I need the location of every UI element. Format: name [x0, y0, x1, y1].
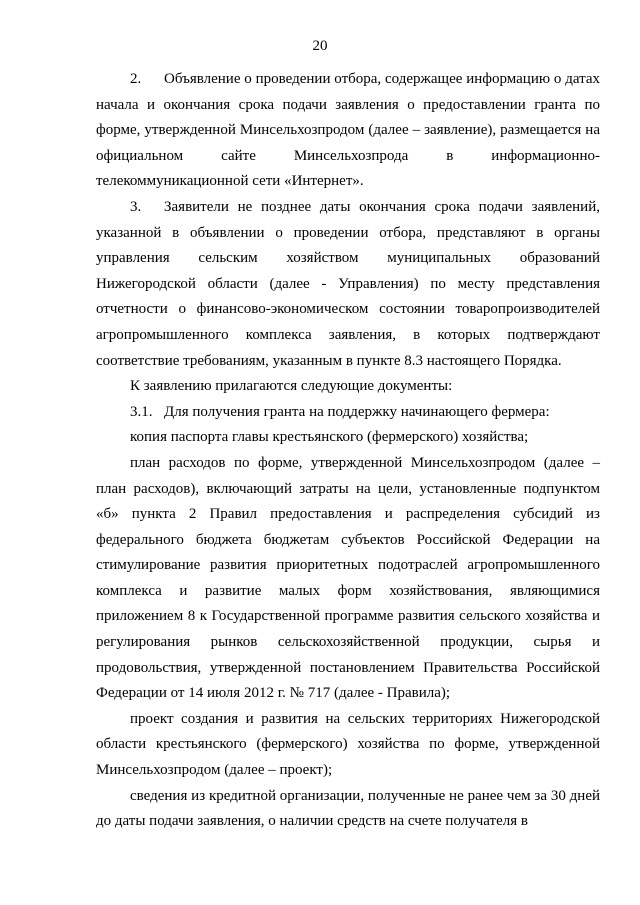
paragraph-expense-plan	[96, 451, 600, 707]
paragraph-text: Объявление о проведении отбора, содержащее информацию о датах начала и окончания срока подачи заявления о предоставлении гранта по форме, утвержденной Минсельхозпродом (далее – заявление), размещается на официальном сайте Минсельхозпрода в информационно-телекоммуникационной сети «Интернет».	[96, 71, 600, 190]
document-body	[96, 67, 600, 835]
paragraph-3-1	[96, 400, 600, 426]
paragraph-text: Заявители не позднее даты окончания срока подачи заявлений, указанной в объявлении о проведении отбора, представляют в органы управления сельским хозяйством муниципальных образований Нижегородской области (далее - Управления) по месту представления отчетности о финансово-экономическом состоянии товаропроизводителей агропромышленного комплекса заявления, в которых подтверждают соответствие требованиям, указанным в пункте 8.3 настоящего Порядка.	[96, 198, 600, 369]
paragraph-text: проект создания и развития на сельских территориях Нижегородской области крестьянского (фермерского) хозяйства по форме, утвержденной Минсельхозпродом (далее – проект);	[96, 710, 600, 779]
paragraph-text: Для получения гранта на поддержку начинающего фермера:	[164, 403, 550, 420]
paragraph-project	[96, 707, 600, 784]
paragraph-2	[96, 67, 600, 195]
paragraph-text: К заявлению прилагаются следующие документы:	[130, 378, 453, 395]
paragraph-text: сведения из кредитной организации, полученные не ранее чем за 30 дней до даты подачи заявления, о наличии средств на счете получателя в	[96, 787, 600, 830]
paragraph-number: 3.	[130, 198, 142, 215]
paragraph-passport-copy	[96, 425, 600, 451]
paragraph-number: 2.	[130, 71, 142, 87]
paragraph-3	[96, 195, 600, 374]
paragraph-number: 3.1.	[130, 403, 153, 420]
paragraph-attachments-intro	[96, 374, 600, 400]
page-number: 20	[312, 38, 328, 54]
paragraph-text: копия паспорта главы крестьянского (фермерского) хозяйства;	[130, 429, 529, 446]
paragraph-text: план расходов по форме, утвержденной Минсельхозпродом (далее – план расходов), включающий затраты на цели, установленные подпунктом «б» пункта 2 Правил предоставления и распределения субсидий из федерального бюджета бюджетам субъектов Российской Федерации на стимулирование развития приоритетных подотраслей агропромышленного комплекса и развитие малых форм хозяйствования, являющимися приложением 8 к Государственной программе развития сельского хозяйства и регулирования рынков сельскохозяйственной продукции, сырья и продовольствия, утвержденной постановлением Правительства Российской Федерации от 14 июля 2012 г. № 717 (далее - Правила);	[96, 454, 600, 702]
paragraph-bank-info	[96, 784, 600, 835]
